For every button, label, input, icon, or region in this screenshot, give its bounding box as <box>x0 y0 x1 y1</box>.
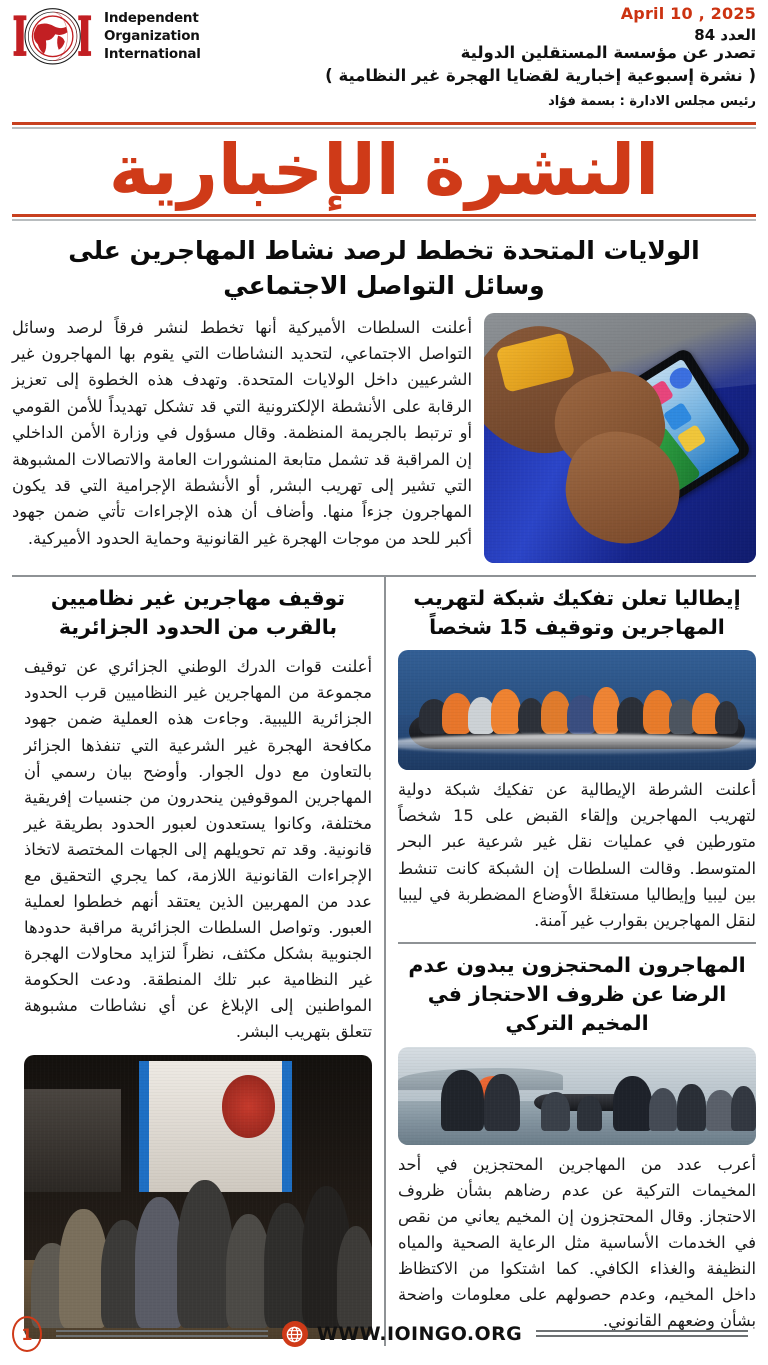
masthead <box>12 0 756 118</box>
article-turkey <box>398 944 756 1334</box>
issue-number: العدد 84 <box>694 26 756 44</box>
article-algeria-headline: توقيف مهاجرين غير نظاميين بالقرب من الحدود الجزائرية <box>50 586 346 640</box>
lead-photo <box>484 313 756 563</box>
masthead-divider-red <box>12 122 756 125</box>
lead-headline: الولايات المتحدة تخطط لرصد نشاط المهاجرين على وسائل التواصل الاجتماعي <box>68 235 700 300</box>
globe-logo-icon <box>12 6 96 68</box>
page-footer <box>12 1311 756 1357</box>
issue-date: April 10 , 2025 <box>620 4 756 23</box>
chairman-line: رئيس مجلس الادارة : بسمة فؤاد <box>548 94 756 110</box>
footer-website-block[interactable] <box>276 1321 528 1347</box>
lead-body-text: أعلنت السلطات الأميركية أنها تخطط لنشر فرقاً لرصد وسائل التواصل الاجتماعي، لتحديد النشاطات التي يقوم بها المهاجرون غير الشرعيين داخل الولايات المتحدة. وتهدف هذه الخطوة إلى تعزيز الرقابة على الأنشطة الإلكترونية التي قد تشكل تهديداً للأمن القومي أو ترتبط بالجريمة المنظمة. وقال مسؤول في وزارة الأمن الداخلي إن المراقبة قد تشمل متابعة المنشورات العامة والاتصالات المشبوهة التي تشير إلى تهريب البشر, أو الأنشطة الإجرامية التي قد يكون المهاجرون جزءاً منها. وأضاف أن هذه الإجراءات تأتي ضمن جهود أكبر للحد من موجات الهجرة غير القانونية وحماية الحدود الأميركية. <box>12 317 472 548</box>
article-algeria-body: أعلنت قوات الدرك الوطني الجزائري عن توقيف مجموعة من المهاجرين غير النظاميين قرب الحدود الجزائرية الليبية. وجاءت هذه العملية ضمن جهود مكافحة الهجرة غير الشرعية التي تنفذها الجزائر بالتعاون مع دول الجوار. وأوضح بيان رسمي أن المهاجرين الموقوفين ينحدرون من جنسيات إفريقية مختلفة، وكانوا يستعدون لعبور الحدود بطريقة غير قانونية. وقد تم تحويلهم إلى الجهات المختصة لاتخاذ الإجراءات القانونية اللازمة، كما يجري التحقيق مع عدد من المهربين الذين يعتقد أنهم خططوا لعملية العبور. وتواصل السلطات الجزائرية مراقبة حدودها الجنوبية بشكل مكثف، نظراً لتزايد محاولات الهجرة غير النظامية عبر تلك المنطقة. ودعت الحكومة المواطنين إلى الإبلاغ عن أي نشاطات مشبوهة تتعلق بتهريب البشر. <box>24 657 372 1042</box>
article-italy-body: أعلنت الشرطة الإيطالية عن تفكيك شبكة دولية لتهريب المهاجرين وإلقاء القبض على 15 شخصاً متورطين في عمليات نقل غير شرعية عبر البحر المتوسط. وقالت السلطات إن الشبكة كانت تنشط بين ليبيا وإيطاليا مستغلةً الأوضاع المضطربة في ليبيا لنقل المهاجرين بقوارب غير آمنة. <box>398 780 756 930</box>
article-turkey-body: أعرب عدد من المهاجرين المحتجزين في أحد المخيمات التركية عن عدم رضاهم بشأن ظروف الاحتجاز. وقال المحتجزون إن المخيم يعاني من نقص في الخدمات الأساسية مثل الرعاية الصحية والمياه النظيفة والغذاء الكافي. كما اشتكوا من الاكتظاظ داخل المخيم، وعدم حصولهم على معلومات واضحة بشأن وضعهم القانوني. <box>398 1154 756 1330</box>
title-divider-red <box>12 214 756 217</box>
publisher-subtitle: ( نشرة إسبوعية إخبارية لقضايا الهجرة غير النظامية ) <box>325 66 756 86</box>
article-turkey-photo <box>398 1047 756 1145</box>
logo-line-3: International <box>104 45 201 62</box>
newsletter-title: النشرة الإخبارية <box>108 128 660 211</box>
article-turkey-headline: المهاجرون المحتجزون يبدون عدم الرضا عن ظروف الاحتجاز في المخيم التركي <box>408 953 746 1036</box>
article-italy <box>398 577 756 934</box>
article-algeria <box>24 577 372 1339</box>
column-left <box>24 577 386 1346</box>
publisher-info <box>196 42 756 109</box>
two-column-section <box>12 577 756 1346</box>
website-url[interactable]: WWW.IOINGO.ORG <box>316 1323 523 1345</box>
logo-wordmark <box>104 10 201 64</box>
newsletter-title-block <box>12 129 756 215</box>
organization-logo <box>12 6 201 68</box>
article-italy-photo <box>398 650 756 770</box>
logo-line-1: Independent <box>104 10 199 27</box>
article-algeria-photo <box>24 1055 372 1339</box>
logo-line-2: Organization <box>104 28 200 45</box>
issue-info <box>621 4 756 44</box>
footer-rule-right <box>536 1330 748 1338</box>
lead-article <box>12 313 756 571</box>
globe-icon <box>282 1321 308 1347</box>
globe-glyph <box>286 1326 303 1343</box>
publisher-name: تصدر عن مؤسسة المستقلين الدولية <box>460 43 756 62</box>
article-italy-headline: إيطاليا تعلن تفكيك شبكة لتهريب المهاجرين وتوقيف 15 شخصاً <box>413 586 741 640</box>
footer-rule-left <box>56 1330 268 1338</box>
page-number: 1 <box>12 1316 42 1352</box>
column-right <box>386 577 756 1346</box>
